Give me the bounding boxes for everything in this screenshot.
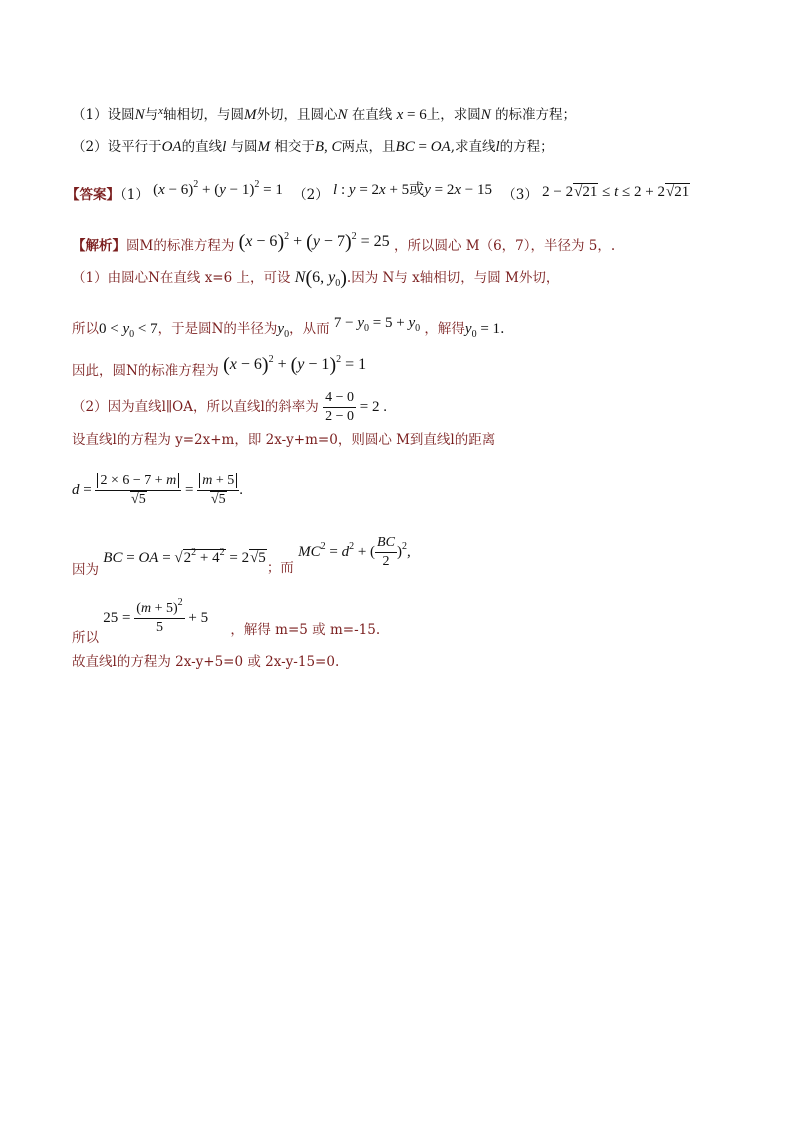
step7-text: 因为 [72, 561, 99, 578]
q1-text: 的标准方程； [495, 107, 577, 123]
step3-text: 因此，圆N的标准方程为 [72, 363, 219, 379]
radius-equation: $7 - y_0 = 5 + y_0$ [333, 315, 421, 334]
answer-line [66, 180, 690, 205]
answer-2-formula: l : y = 2x + 5或y = 2x − 15 [333, 182, 492, 198]
analysis-line [72, 232, 615, 256]
y0-range: $0 < y_0 < 7$ [99, 321, 158, 340]
answer-3-formula: 2 − 2√21 ≤ t ≤ 2 + 2√21 [542, 184, 690, 200]
step8-text: ，解得 m=5 或 m=-15. [230, 621, 381, 638]
q1-text: 轴相切，与圆 [163, 107, 244, 123]
step2-text: ，于是圆N的半径为 [157, 321, 278, 337]
mc-squared: $MC^2 = d^2$ + ( $\frac{BC}{2}$ )$^2$, [298, 535, 411, 569]
q1-text: 上，求圆 [426, 107, 481, 123]
step7-text: ；而 [266, 559, 294, 576]
solution-step-4: （2）因为直线l∥OA，所以直线l的斜率为 $\frac{4 - 0}{2 - 0}$ = 2 . [72, 390, 387, 424]
analysis-label: 【解析】 [72, 238, 126, 254]
analysis-text: ，所以圆心 M（6，7），半径为 5，. [393, 238, 616, 254]
q1-prefix: （1）设圆 [72, 107, 135, 123]
solution-step-5 [72, 430, 495, 450]
answer-or: 或 [409, 182, 425, 198]
solution-step-2: 所以$0 < y_0 < 7$，于是圆N的半径为$y_0$，从而 $7 - y_0 = 5 + y_0$ ，解得$y_0 = 1$. [72, 315, 505, 340]
answer-label: 【答案】 [66, 187, 120, 203]
y0-symbol: $y_0$ [277, 321, 290, 340]
step2-text: ，从而 [289, 321, 330, 337]
bc-length: BC = OA = $√2^2 + 4^2 = 2√5$ [103, 546, 266, 566]
question-2: （2）设平行于OA的直线l 与圆M 相交于B, C两点，且BC = OA,求直线l的方程； [72, 139, 554, 155]
q1-text: 在直线 [351, 107, 393, 123]
y0-value: $y_0 = 1$ [464, 321, 501, 340]
circle-n-equation: $(x - 6)^2 + (y - 1)^2 = 1$ [223, 354, 367, 376]
point-n: N(6, $y_0$) [294, 267, 347, 289]
distance-formula: d = $\frac{2 \times 6 - 7 + m}{√5}$ = $\frac{m + 5}{√5}$ . [72, 473, 244, 507]
q2-prefix: （2）设平行于 [72, 139, 162, 155]
solution-step-7 [72, 535, 411, 578]
solution-step-1 [72, 268, 559, 288]
solution-step-3 [72, 355, 366, 381]
q2-text: 的直线 [181, 139, 223, 155]
question-1: （1）设圆N与$^x$轴相切，与圆M外切，且圆心N 在直线 x = 6上，求圆N 的标准方程； [72, 105, 577, 123]
q2-text: 与圆 [230, 139, 258, 155]
step2-text: ，解得 [424, 321, 465, 337]
q2-text: ,求直线 [450, 139, 496, 155]
step1-text: .因为 N与 x轴相切，与圆 M外切， [346, 270, 560, 286]
answer-part-1: （1） [120, 187, 149, 203]
distance-fraction-2: $\frac{m + 5}{√5}$ [197, 472, 239, 509]
q1-text: 外切，且圆心 [256, 107, 338, 123]
q1-text: 与 [144, 107, 159, 123]
step9-text: 故直线l的方程为 2x-y+5=0 或 2x-y-15=0. [72, 654, 340, 670]
analysis-text: 圆M的标准方程为 [126, 238, 235, 254]
answer-1-formula: $(x - 6)^2 + (y - 1)^2 = 1$ [153, 179, 283, 198]
solution-step-8 [72, 597, 381, 646]
step4-text: （2）因为直线l∥OA，所以直线l的斜率为 [72, 399, 319, 415]
distance-fraction-1: $\frac{2 \times 6 - 7 + m}{√5}$ [95, 472, 181, 509]
circle-m-equation: $(x - 6)^2 + (y - 7)^2 = 25$ [238, 231, 390, 253]
solution-step-9 [72, 652, 339, 672]
answer-part-3: （3） [502, 187, 538, 203]
q2-text: 的方程； [499, 139, 554, 155]
step5-text: 设直线l的方程为 y=2x+m，即 2x-y+m=0，则圆心 M到直线l的距离 [72, 432, 496, 448]
q2-text: 相交于 [274, 139, 315, 155]
slope-fraction: $\frac{4 - 0}{2 - 0}$ [325, 390, 354, 424]
q2-text: 两点，且 [341, 139, 396, 155]
step2-text: 所以 [72, 321, 99, 337]
answer-part-2: （2） [293, 187, 329, 203]
step1-text: （1）由圆心N在直线 x=6 上，可设 [72, 270, 291, 286]
m-equation: 25 = $\frac{(m + 5)^2}{5}$ + 5 [103, 597, 209, 635]
step8-text: 所以 [72, 629, 99, 646]
